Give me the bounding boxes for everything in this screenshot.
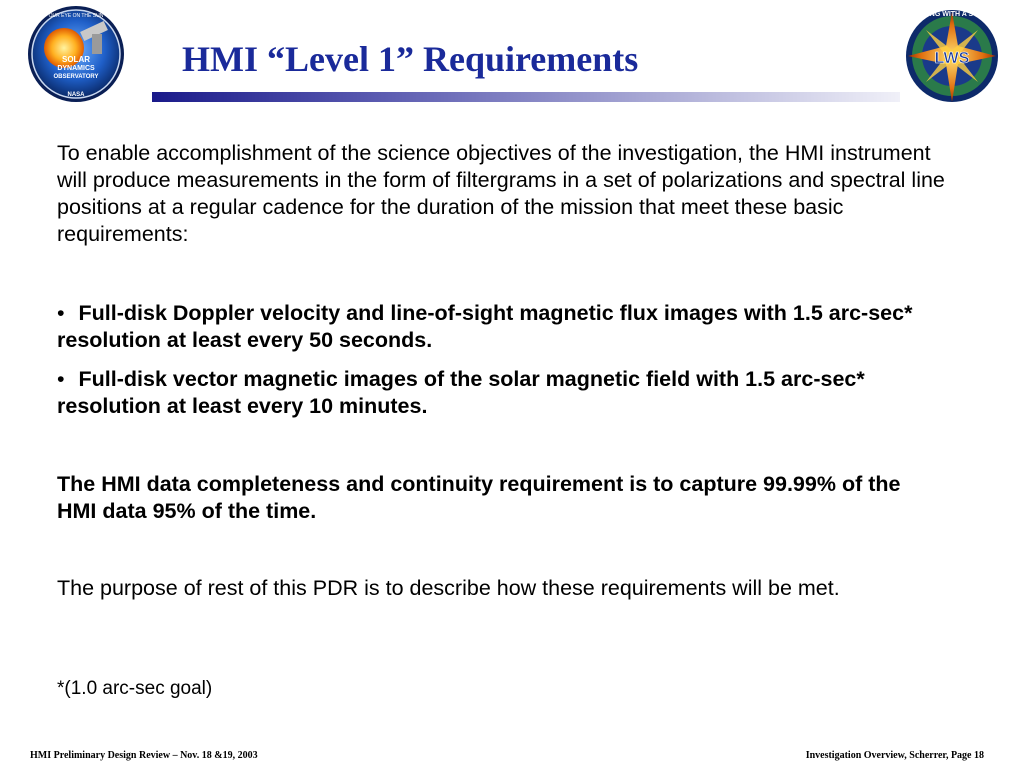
sdo-logo-line1: SOLAR <box>62 55 90 64</box>
lws-logo <box>896 2 1008 110</box>
bullet-text: Full-disk Doppler velocity and line-of-sight magnetic flux images with 1.5 arc-sec* resolution at least every 50 seconds. <box>57 301 913 352</box>
bullet-symbol: • <box>57 301 65 325</box>
slide-title: HMI “Level 1” Requirements <box>182 39 639 79</box>
sdo-logo-top: OUR EYE ON THE SUN <box>48 13 104 19</box>
lws-logo-ring-text: LIVING WITH A STAR <box>916 11 988 18</box>
footer-left: HMI Preliminary Design Review – Nov. 18 &19, 2003 <box>30 750 258 761</box>
purpose-paragraph: The purpose of rest of this PDR is to describe how these requirements will be met. <box>57 576 840 600</box>
bullet-item <box>57 366 957 420</box>
intro-paragraph: To enable accomplishment of the science objectives of the investigation, the HMI instrument will produce measurements in the form of filtergrams in a set of polarizations and spectral line positions at a regular cadence for the duration of the mission that meet these basic requirements: <box>57 141 945 246</box>
sdo-logo <box>26 4 126 104</box>
sdo-logo-line3: OBSERVATORY <box>53 74 99 80</box>
bullet-text: Full-disk vector magnetic images of the solar magnetic field with 1.5 arc-sec* resolution at least every 10 minutes. <box>57 367 865 418</box>
sdo-logo-bottom: NASA <box>67 92 85 98</box>
bullet-item <box>57 300 957 354</box>
bullet-symbol: • <box>57 367 65 391</box>
sdo-logo-line2: DYNAMICS <box>57 65 95 72</box>
footer-right: Investigation Overview, Scherrer, Page 18 <box>805 750 984 761</box>
title-underline-bar <box>152 92 900 102</box>
lws-logo-center: LWS <box>934 50 970 67</box>
completeness-requirement: The HMI data completeness and continuity requirement is to capture 99.99% of the HMI data 95% of the time. <box>57 472 901 523</box>
goal-footnote: *(1.0 arc-sec goal) <box>57 678 213 699</box>
